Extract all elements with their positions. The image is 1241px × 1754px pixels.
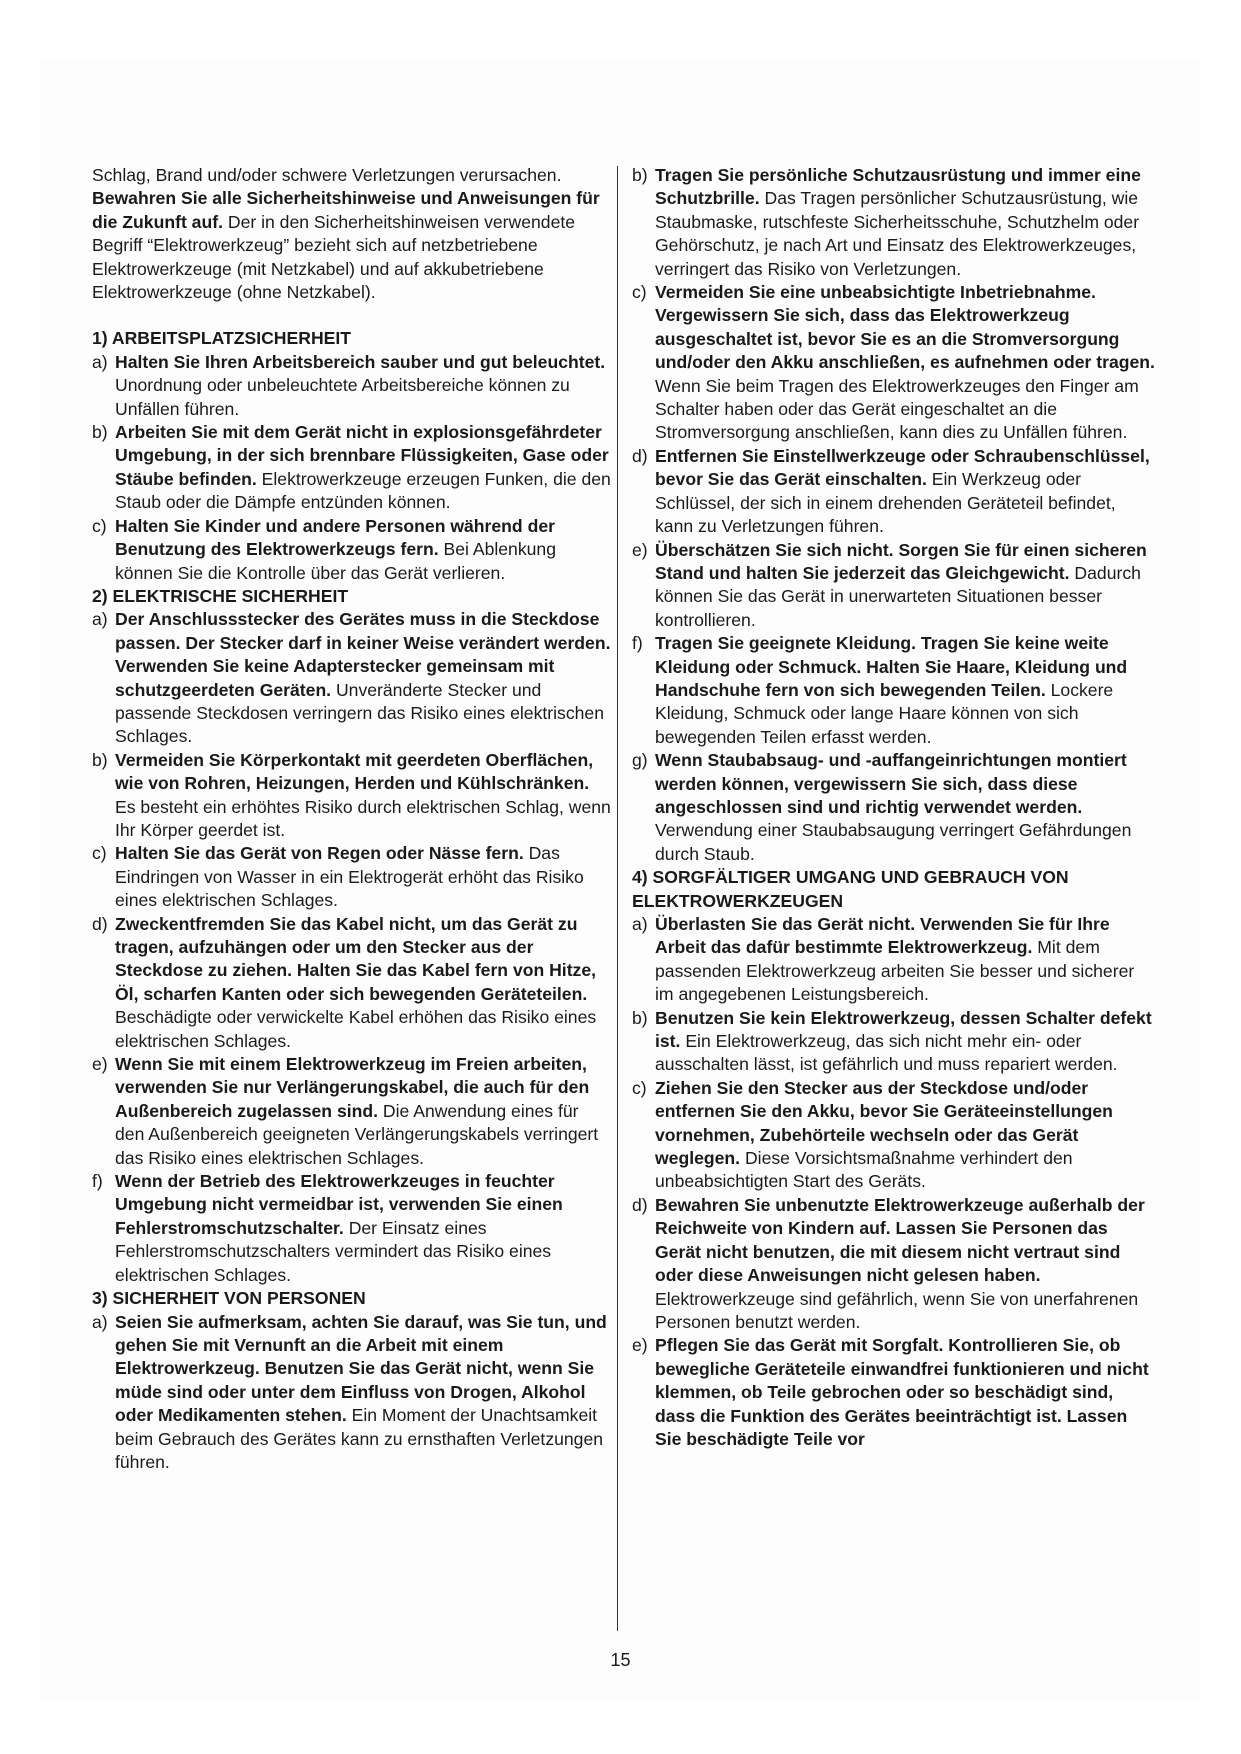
item-text: Wenn Sie beim Tragen des Elektrowerkzeuges den Finger am Schalter haben oder das Gerät eingeschaltet an die Stromversorgung anschließen, kann dies zu Unfällen führen. xyxy=(655,375,1139,443)
section-heading-4: 4) SORGFÄLTIGER UMGANG UND GEBRAUCH VON ELEKTROWERKZEUGEN xyxy=(632,867,1069,911)
list-item xyxy=(92,842,612,912)
item-bold: Überlasten Sie das Gerät nicht. Verwenden Sie für Ihre Arbeit das dafür bestimmte Elektrowerkzeug. xyxy=(655,914,1110,958)
list-item xyxy=(632,164,1156,281)
item-text: Mit dem passenden Elektrowerkzeug arbeiten Sie besser und sicherer im angegebenen Leistungsbereich. xyxy=(655,937,1135,1005)
list-item xyxy=(92,1053,612,1170)
intro-text-2: Der in den Sicherheitshinweisen verwendete Begriff “Elektrowerkzeug” bezieht sich auf netzbetriebene Elektrowerkzeuge (mit Netzkabel) und auf akkubetriebene Elektrowerkzeuge (ohne Netzkabel). xyxy=(92,211,576,303)
item-label: f) xyxy=(92,1171,103,1192)
item-label: e) xyxy=(92,1054,108,1075)
list-item xyxy=(632,445,1156,539)
item-bold: Vermeiden Sie eine unbeabsichtigte Inbetriebnahme. Vergewissern Sie sich, dass das Elektrowerkzeug ausgeschaltet ist, bevor Sie es an die Stromversorgung und/oder den Akku anschließen, es aufnehmen oder tragen. xyxy=(655,282,1155,373)
item-bold: Seien Sie aufmerksam, achten Sie darauf, was Sie tun, und gehen Sie mit Vernunft an die Arbeit mit einem Elektrowerkzeug. Benutzen Sie das Gerät nicht, wenn Sie müde sind oder unter dem Einfluss von Drogen, Alkohol oder Medikamenten stehen. xyxy=(115,1311,607,1426)
item-text: Unveränderte Stecker und passende Steckdosen verringern das Risiko eines elektrischen Schlages. xyxy=(115,679,604,747)
intro-paragraph xyxy=(92,164,612,304)
item-label: b) xyxy=(632,1007,648,1028)
item-text: Beschädigte oder verwickelte Kabel erhöhen das Risiko eines elektrischen Schlages. xyxy=(115,1007,597,1051)
left-column xyxy=(92,164,612,1474)
item-label: f) xyxy=(632,633,643,654)
list-item xyxy=(92,421,612,515)
item-label: c) xyxy=(632,282,647,303)
item-bold: Halten Sie Kinder und andere Personen während der Benutzung des Elektrowerkzeugs fern. xyxy=(115,515,555,560)
list-item xyxy=(632,539,1156,633)
item-text: Ein Moment der Unachtsamkeit beim Gebrauch des Gerätes kann zu ernsthaften Verletzungen führen. xyxy=(115,1405,604,1472)
item-bold: Der Anschlussstecker des Gerätes muss in die Steckdose passen. Der Stecker darf in keiner Weise verändert werden. Verwenden Sie keine Adapterstecker gemeinsam mit schutzgeerdeten Geräten. xyxy=(115,609,611,700)
item-label: d) xyxy=(632,445,648,466)
list-item xyxy=(632,913,1156,1007)
list-item xyxy=(632,1194,1156,1334)
list-item xyxy=(92,749,612,843)
section-heading-2: 2) ELEKTRISCHE SICHERHEIT xyxy=(92,585,349,606)
item-bold: Halten Sie Ihren Arbeitsbereich sauber und gut beleuchtet. xyxy=(115,351,606,372)
page-number: 15 xyxy=(610,1650,631,1670)
item-label: c) xyxy=(632,1077,647,1098)
item-label: c) xyxy=(92,515,107,536)
item-label: a) xyxy=(92,609,108,630)
item-text: Lockere Kleidung, Schmuck oder lange Haare können von sich bewegenden Teilen erfasst werden. xyxy=(655,679,1114,747)
item-text: Dadurch können Sie das Gerät in unerwarteten Situationen besser kontrollieren. xyxy=(655,562,1141,630)
item-text: Es besteht ein erhöhtes Risiko durch elektrischen Schlag, wenn Ihr Körper geerdet ist. xyxy=(115,796,611,840)
list-item xyxy=(632,281,1156,445)
item-bold: Wenn der Betrieb des Elektrowerkzeuges in feuchter Umgebung nicht vermeidbar ist, verwenden Sie einen Fehlerstromschutzschalter. xyxy=(115,1171,563,1238)
intro-text: Schlag, Brand und/oder schwere Verletzungen verursachen. xyxy=(92,165,562,185)
item-label: e) xyxy=(632,1335,648,1356)
item-bold: Tragen Sie persönliche Schutzausrüstung und immer eine Schutzbrille. xyxy=(655,165,1141,209)
list-item xyxy=(92,1311,612,1475)
item-label: g) xyxy=(632,750,648,771)
item-text: Bei Ablenkung können Sie die Kontrolle über das Gerät verlieren. xyxy=(115,539,556,583)
item-bold: Zweckentfremden Sie das Kabel nicht, um das Gerät zu tragen, aufzuhängen oder um den Stecker aus der Steckdose zu ziehen. Halten Sie das Kabel fern von Hitze, Öl, scharfen Kanten oder sich bewegenden Geräteteilen. xyxy=(115,913,597,1004)
item-label: a) xyxy=(92,1311,108,1332)
item-text: Elektrowerkzeuge erzeugen Funken, die den Staub oder die Dämpfe entzünden können. xyxy=(115,468,611,513)
list-item xyxy=(92,1170,612,1287)
item-label: a) xyxy=(92,351,108,372)
item-text: Das Tragen persönlicher Schutzausrüstung, wie Staubmaske, rutschfeste Sicherheitsschuhe, Schutzhelm oder Gehörschutz, je nach Art und Einsatz des Elektrowerkzeuges, verringert das Risiko von Verletzungen. xyxy=(655,188,1140,279)
section-heading-1: 1) ARBEITSPLATZSICHERHEIT xyxy=(92,328,352,349)
item-text: Unordnung oder unbeleuchtete Arbeitsbereiche können zu Unfällen führen. xyxy=(115,375,570,419)
list-item xyxy=(632,1334,1156,1451)
item-bold: Arbeiten Sie mit dem Gerät nicht in explosionsgefährdeter Umgebung, in der sich brennbare Flüssigkeiten, Gase oder Stäube befinden. xyxy=(115,422,609,489)
item-bold: Halten Sie das Gerät von Regen oder Nässe fern. xyxy=(115,843,524,864)
item-label: b) xyxy=(632,165,648,185)
column-divider xyxy=(617,166,618,1631)
item-label: b) xyxy=(92,749,108,770)
item-text: Elektrowerkzeuge sind gefährlich, wenn Sie von unerfahrenen Personen benutzt werden. xyxy=(655,1288,1139,1332)
list-item xyxy=(92,608,612,748)
item-bold: Wenn Sie mit einem Elektrowerkzeug im Freien arbeiten, verwenden Sie nur Verlängerungskabel, die auch für den Außenbereich zugelassen sind. xyxy=(115,1054,590,1121)
item-bold: Überschätzen Sie sich nicht. Sorgen Sie für einen sicheren Stand und halten Sie jederzeit das Gleichgewicht. xyxy=(655,539,1147,583)
right-column xyxy=(632,164,1156,1451)
list-item xyxy=(92,351,612,421)
item-bold: Bewahren Sie unbenutzte Elektrowerkzeuge außerhalb der Reichweite von Kindern auf. Lassen Sie Personen das Gerät nicht benutzen, die mit diesem nicht vertraut sind oder diese Anweisungen nicht gelesen haben. xyxy=(655,1194,1145,1286)
list-item xyxy=(632,1077,1156,1194)
item-bold: Benutzen Sie kein Elektrowerkzeug, dessen Schalter defekt ist. xyxy=(655,1007,1152,1052)
item-text: Das Eindringen von Wasser in ein Elektrogerät erhöht das Risiko eines elektrischen Schlages. xyxy=(115,843,584,911)
item-text: Der Einsatz eines Fehlerstromschutzschalters vermindert das Risiko eines elektrischen Schlages. xyxy=(115,1217,552,1285)
list-item xyxy=(92,515,612,585)
item-text: Die Anwendung eines für den Außenbereich geeigneten Verlängerungskabels verringert das Risiko eines elektrischen Schlages. xyxy=(115,1100,599,1168)
section-heading-3: 3) SICHERHEIT VON PERSONEN xyxy=(92,1288,366,1309)
item-label: d) xyxy=(92,913,108,934)
item-label: a) xyxy=(632,914,648,934)
item-bold: Entfernen Sie Einstellwerkzeuge oder Schraubenschlüssel, bevor Sie das Gerät einschalten. xyxy=(655,445,1150,490)
item-text: Ein Werkzeug oder Schlüssel, der sich in einem drehenden Geräteteil befindet, kann zu Verletzungen führen. xyxy=(655,469,1116,537)
item-text: Diese Vorsichtsmaßnahme verhindert den unbeabsichtigten Start des Geräts. xyxy=(655,1148,1073,1192)
item-label: b) xyxy=(92,422,108,443)
item-text: Verwendung einer Staubabsaugung verringert Gefährdungen durch Staub. xyxy=(655,820,1132,864)
item-bold: Tragen Sie geeignete Kleidung. Tragen Sie keine weite Kleidung oder Schmuck. Halten Sie Haare, Kleidung und Handschuhe fern von sich bewegenden Teilen. xyxy=(655,633,1128,700)
item-label: e) xyxy=(632,539,648,560)
item-label: d) xyxy=(632,1194,648,1215)
item-bold: Vermeiden Sie Körperkontakt mit geerdeten Oberflächen, wie von Rohren, Heizungen, Herden und Kühlschränken. xyxy=(115,749,594,794)
list-item xyxy=(632,749,1156,866)
item-bold: Ziehen Sie den Stecker aus der Steckdose und/oder entfernen Sie den Akku, bevor Sie Geräteeinstellungen vornehmen, Zubehörteile wechseln oder das Gerät weglegen. xyxy=(655,1077,1113,1169)
item-text: Ein Elektrowerkzeug, das sich nicht mehr ein- oder ausschalten lässt, ist gefährlich und muss repariert werden. xyxy=(655,1031,1118,1075)
list-item xyxy=(632,632,1156,749)
list-item xyxy=(92,913,612,1053)
item-label: c) xyxy=(92,843,107,864)
item-bold: Wenn Staubabsaug- und -auffangeinrichtungen montiert werden können, vergewissern Sie sich, dass diese angeschlossen sind und richtig verwendet werden. xyxy=(655,750,1127,817)
list-item xyxy=(632,1007,1156,1077)
item-bold: Pflegen Sie das Gerät mit Sorgfalt. Kontrollieren Sie, ob bewegliche Geräteteile einwandfrei funktionieren und nicht klemmen, ob Teile gebrochen oder so beschädigt sind, dass die Funktion des Gerätes beeinträchtigt ist. Lassen Sie beschädigte Teile vor xyxy=(655,1335,1149,1449)
intro-bold: Bewahren Sie alle Sicherheitshinweise und Anweisungen für die Zukunft auf. xyxy=(92,188,600,232)
